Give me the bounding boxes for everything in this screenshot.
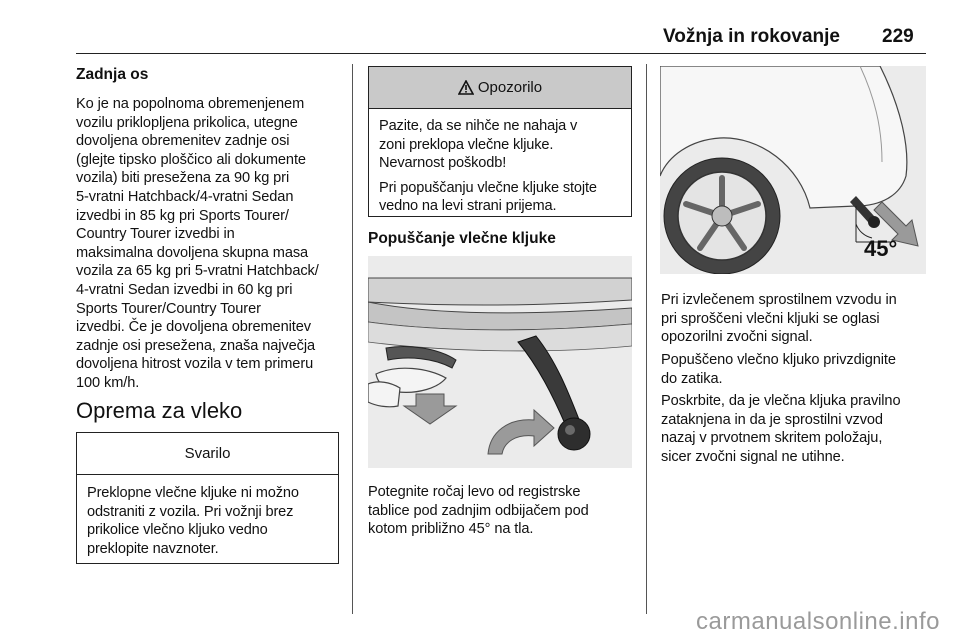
watermark: carmanualsonline.info xyxy=(696,608,940,635)
header-rule xyxy=(76,53,926,54)
rear-axle-paragraph: Ko je na popolnoma obremenjenem vozilu priklopljena prikolica, utegne dovoljena obremenitev zadnje osi (glejte tipsko ploščico ali dokumente vozila) biti presežena za 90 kg pri 5-vratni Hatchback/4-vratni Sedan izvedbi in 85 kg pri Sports Tourer/ Country Tourer izvedbi in maksimalna dovoljena skupna masa vozila za 65 kg pri 5-vratni Hatchback/ 4-vratni Sedan izvedbi in 60 kg pri Sports Tourer/Country Tourer izvedbi. Če je dovoljena obremenitev zadnje osi presežena, znaša največja dovoljena hitrost vozila v tem primeru 100 km/h. xyxy=(76,96,319,391)
running-header-title: Vožnja in rokovanje xyxy=(662,26,840,47)
caution-box-body: Preklopne vlečne kljuke ni možno odstraniti z vozila. Pri vožnji brez prikolice vlečno kljuko vedno preklopite navznoter. xyxy=(87,485,299,557)
right-paragraph-2: Popuščeno vlečno kljuko privzdignite do zatika. xyxy=(661,352,896,387)
right-paragraph-3: Poskrbite, da je vlečna kljuka pravilno zataknjena in da je sprostilni vzvod nazaj v prvotnem skritem položaju, sicer zvočni signal ne utihne. xyxy=(661,393,901,465)
right-paragraph-1: Pri izvlečenem sprostilnem vzvodu in pri sproščeni vlečni kljuki se oglasi opozorilni zvočni signal. xyxy=(661,292,897,346)
page-number: 229 xyxy=(882,26,914,47)
tow-hook-angle-illustration xyxy=(660,66,926,274)
column-divider-left xyxy=(352,64,353,614)
warning-box xyxy=(368,66,632,217)
release-caption: Potegnite ročaj levo od registrske tablice pod zadnjim odbijačem pod kotom približno 45° na tla. xyxy=(368,484,589,538)
release-heading: Popuščanje vlečne kljuke xyxy=(368,230,556,247)
rear-axle-heading: Zadnja os xyxy=(76,66,149,83)
caution-box-title: Svarilo xyxy=(77,433,338,475)
angle-label: 45° xyxy=(864,236,898,261)
caution-box xyxy=(76,432,339,564)
release-handle-illustration xyxy=(368,256,632,468)
warning-box-body: Pazite, da se nihče ne nahaja v zoni preklopa vlečne kljuke. Nevarnost poškodb! Pri popuščanju vlečne kljuke stojte vedno na levi strani prijema. xyxy=(379,118,597,215)
warning-box-title: Opozorilo xyxy=(369,67,631,109)
towing-heading: Oprema za vleko xyxy=(76,398,243,423)
column-divider-right xyxy=(646,64,647,614)
warning-triangle-icon xyxy=(458,80,474,95)
